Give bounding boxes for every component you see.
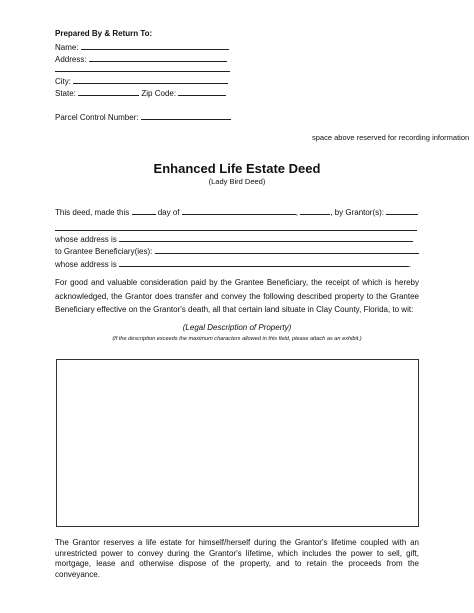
legal-description-note: (If the description exceeds the maximum characters allowed in this field, please attach as an exhibit.): [112, 336, 362, 342]
zip-field[interactable]: [178, 87, 226, 96]
parcel-label: Parcel Control Number:: [55, 113, 139, 122]
city-label: City:: [55, 77, 71, 86]
grantee-field[interactable]: [155, 245, 419, 254]
legal-description-heading: (Legal Description of Property): [182, 323, 292, 332]
state-label: State:: [55, 89, 76, 98]
grantee-address-field[interactable]: [119, 258, 412, 269]
page-title: Enhanced Life Estate Deed: [153, 161, 321, 176]
life-estate-paragraph: The Grantor reserves a life estate for himself/herself during the Grantor's lifetime coupled with an unrestricted power to convey during the Grantor's lifetime, which includes the power to sell, gift, mortgage, lease and otherwise dispose of the property, and to retain the proceeds from the conveyance.: [55, 538, 419, 579]
page-subtitle: (Lady Bird Deed): [208, 177, 266, 186]
by-grantors-label: , by Grantor(s):: [330, 208, 385, 217]
grantor-field[interactable]: [386, 206, 418, 215]
name-label: Name:: [55, 43, 79, 52]
address-label: Address:: [55, 55, 87, 64]
legal-description-field[interactable]: [56, 359, 419, 527]
name-field[interactable]: [81, 41, 229, 50]
deed-date-row: [55, 206, 418, 218]
day-of-label: day of: [157, 208, 180, 217]
grantor-address-row: [55, 233, 413, 245]
state-zip-row: [55, 87, 226, 99]
parcel-row: [55, 111, 231, 123]
city-field[interactable]: [73, 75, 228, 84]
made-this-label: This deed, made this: [55, 208, 130, 217]
grantee-address-row: [55, 258, 411, 270]
address-line-2: [55, 63, 230, 75]
whose-address-label: whose address is: [55, 235, 117, 244]
consideration-paragraph: For good and valuable consideration paid by the Grantee Beneficiary, the receipt of which is hereby acknowledged, the Grantor does transfer and convey the following described property to the Grantee Beneficiary effective on the Grantor's death, all that certain land situate in Clay County, Florida, to wit:: [55, 278, 419, 314]
grantee-whose-address-label: whose address is: [55, 260, 117, 269]
zip-label: Zip Code:: [141, 89, 177, 98]
parcel-field[interactable]: [141, 111, 231, 120]
grantor-field-2[interactable]: [55, 222, 417, 231]
grantor-address-field[interactable]: [119, 233, 413, 242]
grantee-row: [55, 245, 419, 257]
day-field[interactable]: [132, 206, 156, 215]
state-field[interactable]: [78, 87, 139, 96]
address-field[interactable]: [89, 53, 227, 62]
comma-label: ,: [295, 208, 298, 217]
prepared-by-heading: Prepared By & Return To:: [55, 29, 153, 38]
year-field[interactable]: [300, 206, 330, 215]
city-row: [55, 75, 228, 87]
period-label: .: [409, 260, 412, 269]
to-grantee-label: to Grantee Beneficiary(ies):: [55, 247, 153, 256]
address-field-2[interactable]: [55, 63, 230, 72]
name-row: [55, 41, 229, 53]
month-field[interactable]: [182, 206, 296, 215]
recording-note: space above reserved for recording information: [312, 133, 470, 142]
